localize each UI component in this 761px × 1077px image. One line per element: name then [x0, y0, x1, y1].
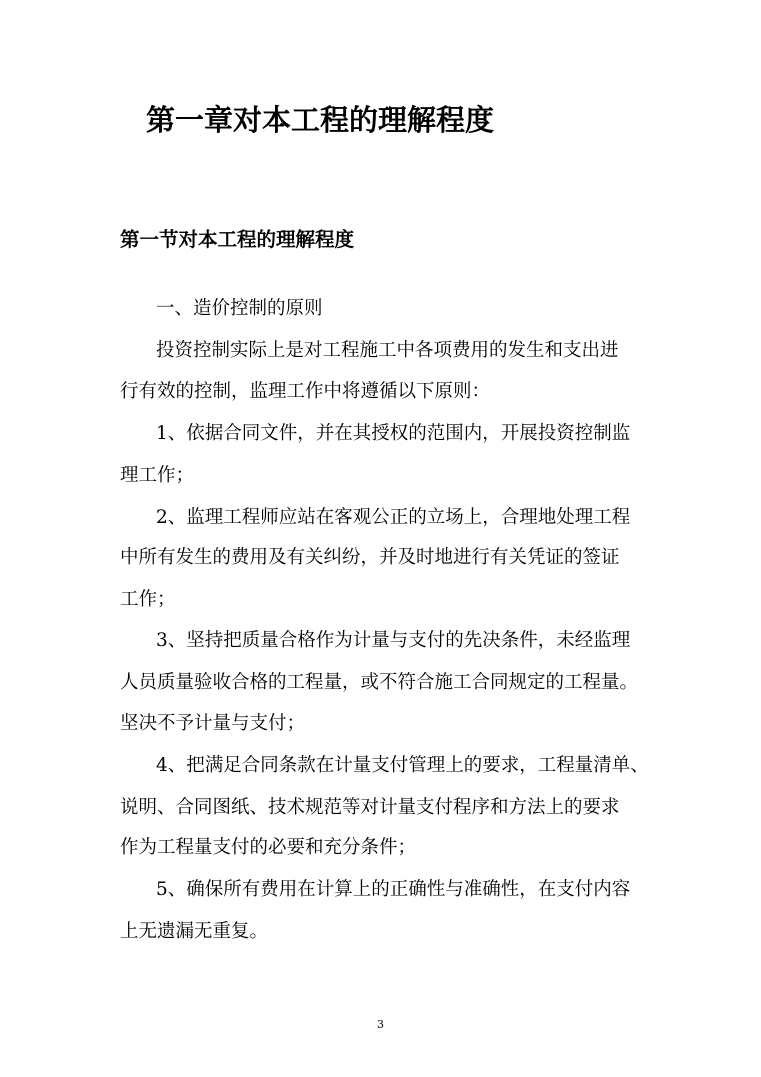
list-item-2-line: 工作；	[120, 589, 176, 610]
list-item-5-line: 5、确保所有费用在计算上的正确性与准确性，在支付内容	[156, 879, 631, 900]
paragraph-line: 行有效的控制，监理工作中将遵循以下原则：	[120, 381, 491, 402]
list-item-5-line: 上无遗漏无重复。	[120, 921, 269, 942]
list-item-1-line: 1、依据合同文件，并在其授权的范围内，开展投资控制监	[156, 423, 631, 444]
list-item-3-line: 人员质量验收合格的工程量，或不符合施工合同规定的工程量。	[120, 672, 639, 693]
section-title: 第一节对本工程的理解程度	[120, 228, 355, 251]
list-item-3-line: 3、坚持把质量合格作为计量与支付的先决条件，未经监理	[156, 630, 631, 651]
list-item-3-line: 坚决不予计量与支付；	[120, 713, 306, 734]
list-item-4-line: 作为工程量支付的必要和充分条件；	[120, 837, 417, 858]
subheading-cost-control-principles: 一、造价控制的原则	[156, 298, 323, 319]
list-item-2-line: 2、监理工程师应站在客观公正的立场上，合理地处理工程	[156, 507, 631, 528]
page-number: 3	[377, 1018, 384, 1031]
list-item-1-line: 理工作；	[120, 465, 195, 486]
paragraph-line: 投资控制实际上是对工程施工中各项费用的发生和支出进	[156, 340, 619, 361]
list-item-4-line: 说明、合同图纸、技术规范等对计量支付程序和方法上的要求	[120, 797, 620, 818]
list-item-4-line: 4、把满足合同条款在计量支付管理上的要求，工程量清单、	[156, 755, 649, 776]
list-item-2-line: 中所有发生的费用及有关纠纷，并及时地进行有关凭证的签证	[120, 547, 620, 568]
chapter-title: 第一章对本工程的理解程度	[146, 103, 495, 137]
